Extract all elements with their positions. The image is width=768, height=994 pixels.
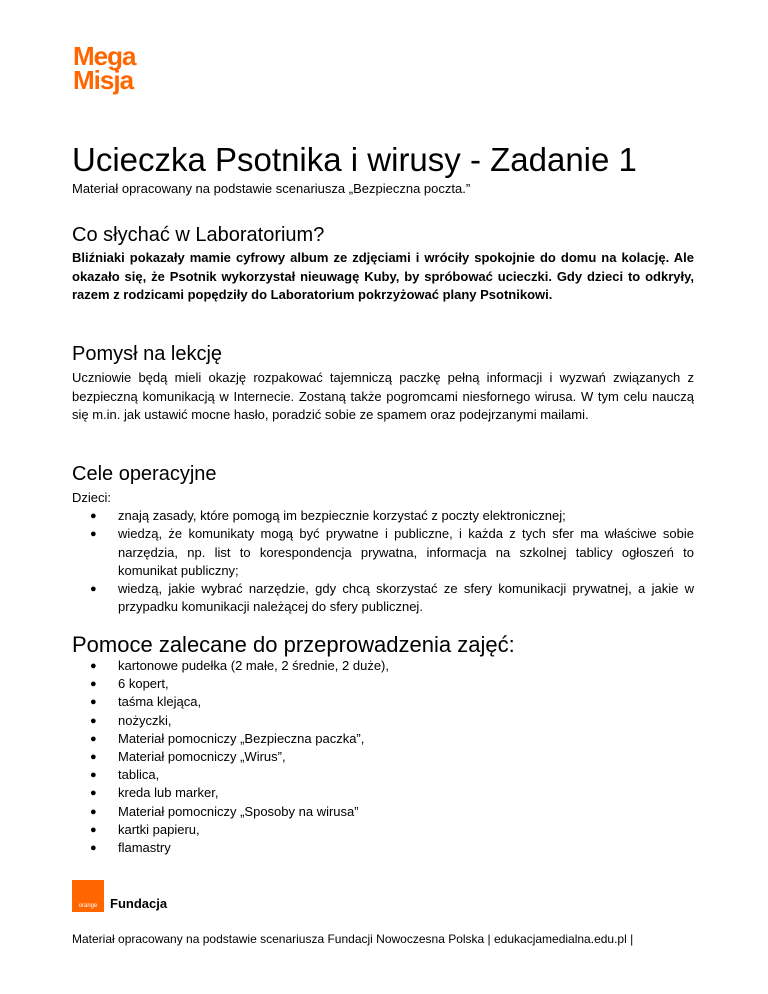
list-item: ● flamastry xyxy=(72,839,694,857)
bullet-icon: ● xyxy=(90,823,97,836)
cele-list xyxy=(72,507,694,617)
list-item: ● nożyczki, xyxy=(72,712,694,730)
section-heading-laboratorium: Co słychać w Laboratorium? xyxy=(72,224,325,246)
mega-misja-logo xyxy=(73,41,136,95)
logo-line-2: Misja xyxy=(73,65,134,95)
section-text-laboratorium: Bliźniaki pokazały mamie cyfrowy album ze zdjęciami i wróciły spokojnie do domu na kolację. Ale okazało się, że Psotnik wykorzystał nieuwagę Kuby, by spróbować ucieczki. Gdy dzieci to odkryły, razem z rodzicami popędziły do Laboratorium pokrzyżować plany Psotnikowi. xyxy=(72,250,694,303)
bullet-icon: ● xyxy=(90,660,97,672)
list-item: ● tablica, xyxy=(72,766,694,784)
section-heading-pomoce: Pomoce zalecane do przeprowadzenia zajęć: xyxy=(72,632,515,657)
list-item: ● kreda lub marker, xyxy=(72,784,694,802)
bullet-icon: ● xyxy=(90,528,97,541)
bullet-icon: ● xyxy=(90,510,97,522)
bullet-icon: ● xyxy=(90,732,97,745)
list-item: ● Materiał pomocniczy „Sposoby na wirusa” xyxy=(72,803,694,821)
list-item: ● 6 kopert, xyxy=(72,675,694,693)
bullet-icon: ● xyxy=(90,714,97,727)
list-item: ● kartonowe pudełka (2 małe, 2 średnie, 2 duże), xyxy=(72,657,694,675)
list-item: ● znają zasady, które pomogą im bezpiecznie korzystać z poczty elektronicznej; xyxy=(72,507,694,525)
pomoce-list xyxy=(72,657,694,857)
bullet-icon: ● xyxy=(90,696,97,709)
bullet-icon: ● xyxy=(90,678,97,691)
list-item: ● Materiał pomocniczy „Bezpieczna paczka”, xyxy=(72,730,694,748)
orange-logo xyxy=(72,880,104,912)
bullet-icon: ● xyxy=(90,751,97,764)
list-item: ● taśma klejąca, xyxy=(72,693,694,711)
section-text-pomysl: Uczniowie będą mieli okazję rozpakować tajemniczą paczkę pełną informacji i wyzwań związanych z bezpieczną komunikacją w Internecie. Zostaną także pogromcami niesfornego wirusa. W tym celu nauczą się m.in. jak ustawić mocne hasło, poradzić sobie ze spamem oraz podejrzanymi mailami. xyxy=(72,370,694,423)
section-heading-pomysl: Pomysł na lekcję xyxy=(72,343,223,365)
list-item: ● wiedzą, że komunikaty mogą być prywatne i publiczne, i każda z tych sfer ma właściwe sobie narzędzia, np. list to korespondencja prywatna, informacja na szkolnej tablicy ogłoszeń to komunikat publiczny; xyxy=(90,526,694,578)
page-subtitle: Materiał opracowany na podstawie scenariusza „Bezpieczna poczta.” xyxy=(72,181,471,196)
bullet-icon: ● xyxy=(90,769,97,782)
bullet-icon: ● xyxy=(90,842,97,855)
list-item: ● Materiał pomocniczy „Wirus”, xyxy=(72,748,694,766)
logo-line-1: Mega xyxy=(73,41,136,71)
fundacja-label: Fundacja xyxy=(110,896,168,911)
bullet-icon: ● xyxy=(90,787,97,800)
bullet-icon: ● xyxy=(90,583,97,596)
list-item: ● kartki papieru, xyxy=(72,821,694,839)
page-title: Ucieczka Psotnika i wirusy - Zadanie 1 xyxy=(72,141,637,178)
bullet-icon: ● xyxy=(90,805,97,818)
page-footer: Materiał opracowany na podstawie scenariusza Fundacji Nowoczesna Polska | edukacjamedialna.edu.pl | xyxy=(72,932,634,946)
section-heading-cele: Cele operacyjne xyxy=(72,463,217,485)
cele-label: Dzieci: xyxy=(72,490,112,505)
orange-logo-text: orange xyxy=(78,903,98,909)
list-item: ● wiedzą, jakie wybrać narzędzie, gdy chcą skorzystać ze sfery komunikacji prywatnej, a jakie w przypadku komunikacji należącej do sfery publicznej. xyxy=(90,581,694,615)
